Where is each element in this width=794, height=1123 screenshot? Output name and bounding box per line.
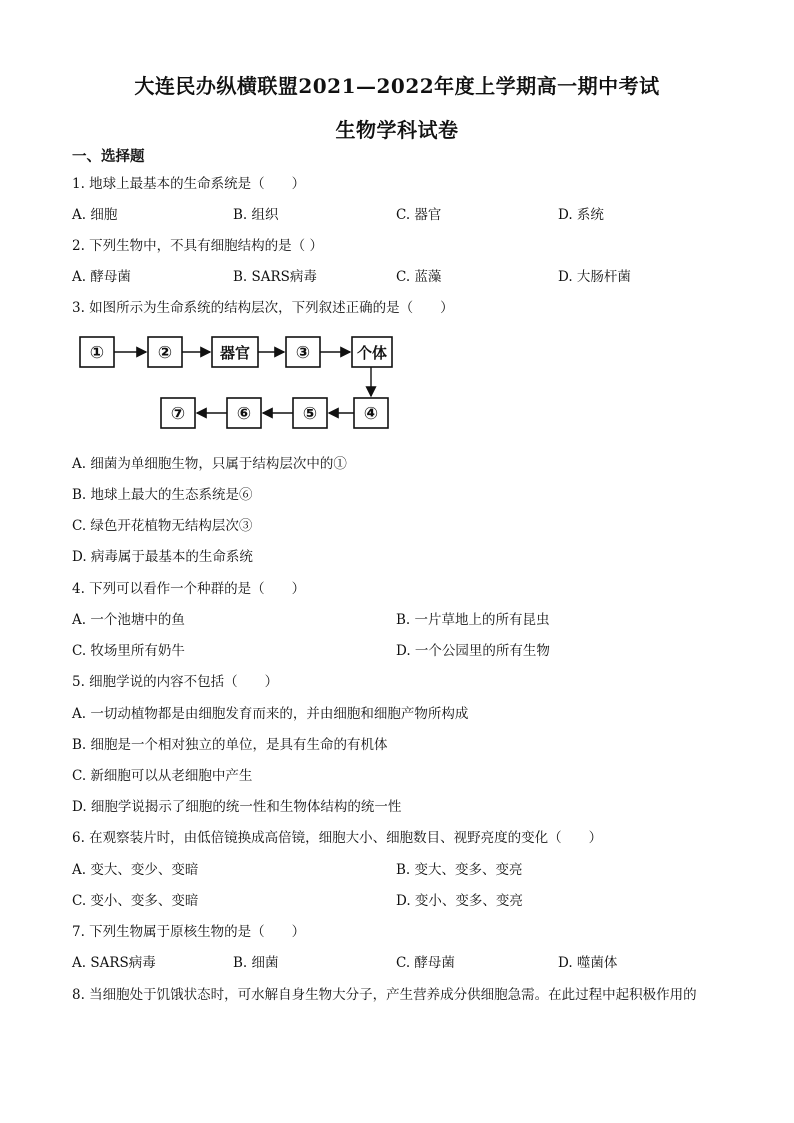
- option-6b: B. 变大、变多、变亮: [396, 862, 523, 878]
- label-6: ⑥: [236, 404, 252, 424]
- option-6c: C. 变小、变多、变暗: [72, 893, 199, 909]
- option-7c: C. 酵母菌: [396, 955, 455, 971]
- option-5d: D. 细胞学说揭示了细胞的统一性和生物体结构的统一性: [72, 799, 402, 815]
- option-5a: A. 一切动植物都是由细胞发育而来的，并由细胞和细胞产物所构成: [72, 706, 469, 722]
- label-organ: 器官: [219, 344, 251, 362]
- life-system-hierarchy-diagram: [60, 325, 400, 435]
- question-2: 2. 下列生物中，不具有细胞结构的是（ ）: [72, 238, 323, 254]
- label-1: ①: [89, 343, 105, 363]
- option-2b: B. SARS病毒: [233, 269, 317, 285]
- label-3: ③: [295, 343, 311, 363]
- label-5: ⑤: [302, 404, 318, 424]
- question-4: 4. 下列可以看作一个种群的是（ ）: [72, 581, 306, 597]
- option-1c: C. 器官: [396, 207, 442, 223]
- option-3b: B. 地球上最大的生态系统是⑥: [72, 487, 253, 503]
- question-7: 7. 下列生物属于原核生物的是（ ）: [72, 924, 306, 940]
- label-individual: 个体: [356, 344, 388, 362]
- option-7b: B. 细菌: [233, 955, 279, 971]
- exam-subtitle: 生物学科试卷: [335, 118, 459, 142]
- option-7d: D. 噬菌体: [558, 955, 618, 971]
- option-4a: A. 一个池塘中的鱼: [72, 612, 185, 628]
- option-2d: D. 大肠杆菌: [558, 269, 631, 285]
- label-4: ④: [363, 404, 379, 424]
- option-1b: B. 组织: [233, 207, 279, 223]
- option-4d: D. 一个公园里的所有生物: [396, 643, 550, 659]
- question-6: 6. 在观察装片时，由低倍镜换成高倍镜，细胞大小、细胞数目、视野亮度的变化（ ）: [72, 830, 603, 846]
- question-5: 5. 细胞学说的内容不包括（ ）: [72, 674, 279, 690]
- exam-title: 大连民办纵横联盟2021—2022年度上学期高一期中考试: [134, 74, 660, 98]
- option-3c: C. 绿色开花植物无结构层次③: [72, 518, 253, 534]
- question-3: 3. 如图所示为生命系统的结构层次，下列叙述正确的是（ ）: [72, 300, 454, 316]
- option-7a: A. SARS病毒: [72, 955, 156, 971]
- option-6d: D. 变小、变多、变亮: [396, 893, 523, 909]
- option-5b: B. 细胞是一个相对独立的单位，是具有生命的有机体: [72, 737, 388, 753]
- option-3d: D. 病毒属于最基本的生命系统: [72, 549, 253, 565]
- option-4b: B. 一片草地上的所有昆虫: [396, 612, 550, 628]
- option-2c: C. 蓝藻: [396, 269, 442, 285]
- option-6a: A. 变大、变少、变暗: [72, 862, 199, 878]
- label-7: ⑦: [170, 404, 186, 424]
- option-4c: C. 牧场里所有奶牛: [72, 643, 185, 659]
- option-5c: C. 新细胞可以从老细胞中产生: [72, 768, 253, 784]
- option-1d: D. 系统: [558, 207, 604, 223]
- section-heading: 一、选择题: [72, 148, 145, 165]
- question-1: 1. 地球上最基本的生命系统是（ ）: [72, 176, 306, 192]
- option-3a: A. 细菌为单细胞生物，只属于结构层次中的①: [72, 456, 347, 472]
- label-2: ②: [157, 343, 173, 363]
- question-8: 8. 当细胞处于饥饿状态时，可水解自身生物大分子，产生营养成分供细胞急需。在此过程中起积极作用的: [72, 987, 697, 1003]
- option-1a: A. 细胞: [72, 207, 118, 223]
- option-2a: A. 酵母菌: [72, 269, 131, 285]
